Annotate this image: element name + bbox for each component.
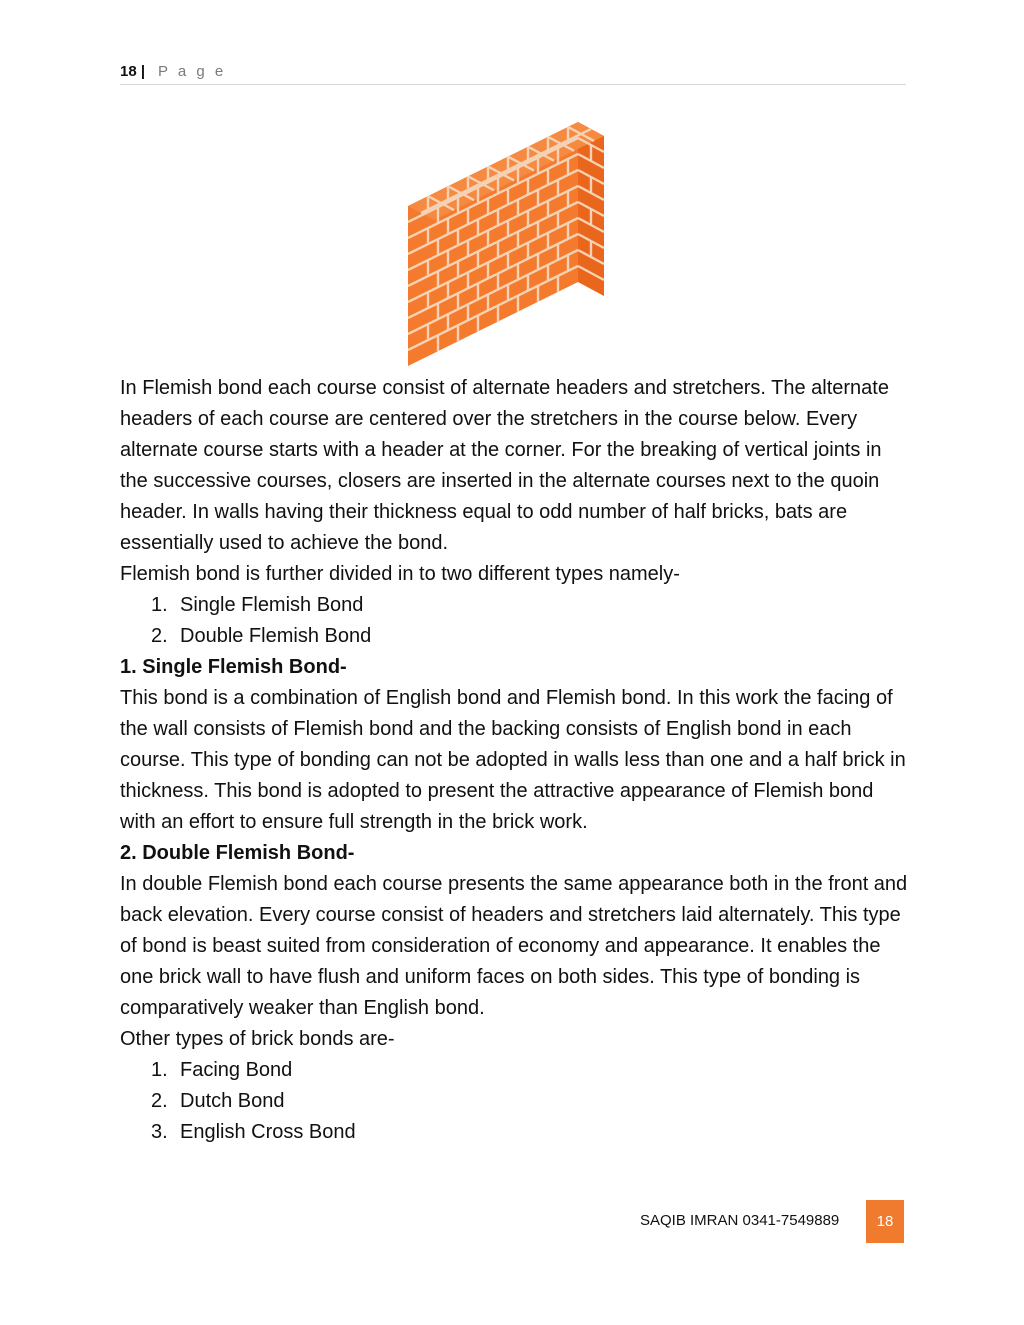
brick-wall-icon bbox=[402, 118, 624, 370]
list-item: 2. Dutch Bond bbox=[151, 1090, 285, 1112]
page-header bbox=[120, 60, 906, 85]
types-list bbox=[120, 590, 910, 652]
brick-wall-drawing bbox=[402, 118, 624, 370]
other-types-list bbox=[120, 1055, 910, 1148]
list-item: 2. Double Flemish Bond bbox=[151, 625, 372, 647]
other-types-intro: Other types of brick bonds are- bbox=[120, 1028, 395, 1050]
single-flemish-heading: 1. Single Flemish Bond- bbox=[120, 656, 347, 678]
header-page-number: 18 | bbox=[120, 63, 146, 80]
double-flemish-body: In double Flemish bond each course presents the same appearance both in the front and back elevation. Every course consist of headers and stretchers laid alternately. This type of bond is beast suited from consideration of economy and appearance. It enables the one brick wall to have flush and uniform faces on both sides. This type of bonding is comparatively weaker than English bond. bbox=[120, 873, 908, 1019]
list-item: 1. Facing Bond bbox=[151, 1059, 293, 1081]
footer-author: SAQIB IMRAN 0341-7549889 bbox=[640, 1212, 840, 1229]
single-flemish-body: This bond is a combination of English bond and Flemish bond. In this work the facing of the wall consists of Flemish bond and the backing consists of English bond in each course. This type of bonding can not be adopted in walls less than one and a half brick in thickness. This bond is adopted to present the attractive appearance of Flemish bond with an effort to ensure full strength in the brick work. bbox=[120, 687, 906, 833]
intro-paragraph: In Flemish bond each course consist of alternate headers and stretchers. The alternate headers of each course are centered over the stretchers in the course below. Every alternate course starts with a header at the corner. For the breaking of vertical joints in the successive courses, closers are inserted in the alternate courses next to the quoin header. In walls having their thickness equal to odd number of half bricks, bats are essentially used to achieve the bond. bbox=[120, 377, 889, 554]
main-content bbox=[120, 373, 910, 1148]
list-item: 1. Single Flemish Bond bbox=[151, 594, 364, 616]
types-intro: Flemish bond is further divided in to two different types namely- bbox=[120, 563, 680, 585]
header-page-word: P a g e bbox=[158, 63, 227, 80]
footer-page-box: 18 bbox=[866, 1200, 904, 1243]
double-flemish-heading: 2. Double Flemish Bond- bbox=[120, 842, 355, 864]
list-item: 3. English Cross Bond bbox=[151, 1121, 356, 1143]
